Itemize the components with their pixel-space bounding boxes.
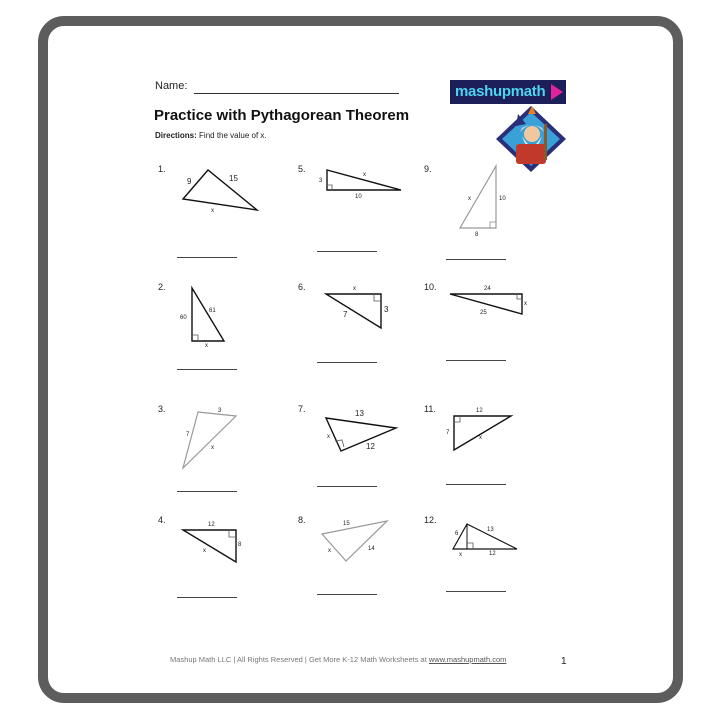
side-label: 14 [368,546,375,552]
side-label: 12 [489,551,496,557]
logo-text: mashupmath [455,83,546,100]
side-label: x [211,208,214,214]
problem-number: 2. [158,282,166,292]
side-label: x [203,548,206,554]
side-label: 15 [343,521,350,527]
side-label: x [353,286,356,292]
side-label: 60 [180,315,187,321]
side-label: 25 [480,310,487,316]
footer-link[interactable]: www.mashupmath.com [428,655,507,664]
side-label: 6 [455,531,459,537]
side-label: 12 [476,408,483,414]
side-label: 8 [238,542,242,548]
problem-number: 7. [298,404,306,414]
problem-number: 8. [298,515,306,525]
side-label: 12 [366,442,375,451]
problem-number: 11. [424,404,436,414]
name-label: Name: [155,80,188,92]
worksheet-title: Practice with Pythagorean Theorem [154,107,410,124]
side-label: 3 [384,305,389,314]
problem-number: 10. [424,282,437,292]
problem-number: 5. [298,164,306,174]
problem-number: 3. [158,404,166,414]
problem-number: 6. [298,282,306,292]
side-label: 10 [355,194,362,200]
side-label: 13 [487,527,494,533]
directions-label: Directions: [155,131,197,140]
directions-text: Find the value of x. [199,131,267,140]
answer-line[interactable] [446,591,506,592]
side-label: 8 [475,232,479,238]
problem-number: 12. [424,515,437,525]
side-label: x [468,196,471,202]
side-label: x [211,445,214,451]
side-label: 7 [446,430,450,436]
side-label: 12 [208,522,215,528]
side-label: 24 [484,286,491,292]
footer [170,655,506,664]
side-label: 10 [499,196,506,202]
problem-number: 1. [158,164,166,174]
side-label: 13 [355,409,364,418]
side-label: x [328,548,331,554]
page-number: 1 [561,656,567,667]
problem-number: 4. [158,515,166,525]
side-label: 7 [343,310,348,319]
side-label: x [459,552,462,558]
side-label: 61 [209,308,216,314]
side-label: x [479,435,482,441]
side-label: x [363,172,366,178]
side-label: x [205,343,208,349]
side-label: 7 [186,432,190,438]
footer-text: Mashup Math LLC | All Rights Reserved | Get More K-12 Math Worksheets at [170,655,429,664]
side-label: 15 [229,174,238,183]
side-label: 3 [218,408,222,414]
side-label: 9 [187,177,192,186]
side-label: 3 [319,178,323,184]
problem-number: 9. [424,164,432,174]
side-label: x [524,301,527,307]
side-label: x [327,434,330,440]
